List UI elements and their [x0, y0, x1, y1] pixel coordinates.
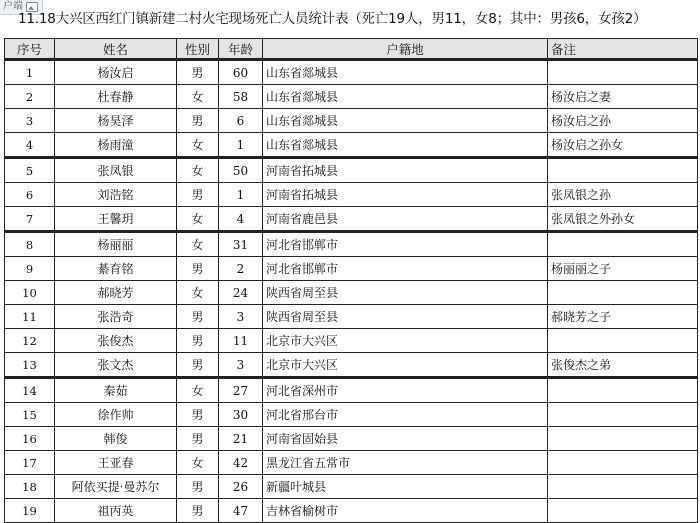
table-row — [5, 232, 698, 257]
cell-origin: 山东省郯城县 — [263, 133, 548, 158]
table-header-row — [5, 39, 698, 60]
cell-note — [548, 232, 698, 257]
table-row — [5, 403, 698, 427]
cell-origin: 陕西省周至县 — [263, 281, 548, 305]
table-row — [5, 329, 698, 353]
cell-note: 张俊杰之弟 — [548, 353, 698, 378]
cell-gender: 男 — [177, 403, 219, 427]
cell-seq: 6 — [5, 183, 55, 207]
cell-seq: 7 — [5, 207, 55, 232]
cell-name: 綦育铭 — [55, 257, 177, 281]
cell-note — [548, 281, 698, 305]
cell-age: 21 — [219, 427, 263, 451]
casualty-table — [4, 38, 698, 523]
cell-gender: 男 — [177, 183, 219, 207]
cell-seq: 1 — [5, 60, 55, 85]
table-row — [5, 378, 698, 403]
cell-origin: 河北省邢台市 — [263, 403, 548, 427]
header-name: 姓名 — [55, 39, 177, 60]
table-row — [5, 499, 698, 523]
cell-origin: 北京市大兴区 — [263, 353, 548, 378]
cell-note: 张凤银之外孙女 — [548, 207, 698, 232]
header-seq: 序号 — [5, 39, 55, 60]
cell-gender: 女 — [177, 133, 219, 158]
cell-seq: 16 — [5, 427, 55, 451]
cell-name: 杨雨潼 — [55, 133, 177, 158]
cell-age: 26 — [219, 475, 263, 499]
cell-seq: 2 — [5, 85, 55, 109]
cell-note — [548, 451, 698, 475]
cell-note — [548, 427, 698, 451]
cell-age: 11 — [219, 329, 263, 353]
cell-age: 50 — [219, 158, 263, 183]
cell-age: 42 — [219, 451, 263, 475]
cell-gender: 女 — [177, 85, 219, 109]
cell-seq: 12 — [5, 329, 55, 353]
cell-gender: 男 — [177, 329, 219, 353]
table-row — [5, 158, 698, 183]
header-age: 年龄 — [219, 39, 263, 60]
cell-gender: 女 — [177, 207, 219, 232]
header-origin: 户籍地 — [263, 39, 548, 60]
cell-age: 31 — [219, 232, 263, 257]
cell-origin: 黑龙江省五常市 — [263, 451, 548, 475]
cell-seq: 19 — [5, 499, 55, 523]
cell-origin: 吉林省榆树市 — [263, 499, 548, 523]
cell-seq: 9 — [5, 257, 55, 281]
cell-note — [548, 60, 698, 85]
cell-origin: 新疆叶城县 — [263, 475, 548, 499]
cell-origin: 河南省鹿邑县 — [263, 207, 548, 232]
document-title: 11.18大兴区西红门镇新建二村火宅现场死亡人员统计表（死亡19人，男11，女8；其中：男孩6，女孩2） — [18, 11, 647, 27]
cell-note — [548, 158, 698, 183]
cell-seq: 11 — [5, 305, 55, 329]
cell-note — [548, 475, 698, 499]
table-row — [5, 281, 698, 305]
cell-age: 27 — [219, 378, 263, 403]
cell-name: 张浩奇 — [55, 305, 177, 329]
cell-age: 3 — [219, 305, 263, 329]
cell-origin: 河北省邯郸市 — [263, 232, 548, 257]
table-row — [5, 109, 698, 133]
cell-note: 杨汝启之孙女 — [548, 133, 698, 158]
cell-name: 王亚春 — [55, 451, 177, 475]
table-row — [5, 207, 698, 232]
cell-age: 60 — [219, 60, 263, 85]
cell-origin: 北京市大兴区 — [263, 329, 548, 353]
header-gender: 性别 — [177, 39, 219, 60]
cell-note — [548, 499, 698, 523]
cell-gender: 女 — [177, 158, 219, 183]
cell-seq: 8 — [5, 232, 55, 257]
table-row — [5, 60, 698, 85]
cell-age: 24 — [219, 281, 263, 305]
cell-age: 30 — [219, 403, 263, 427]
cell-gender: 男 — [177, 305, 219, 329]
cell-name: 张凤银 — [55, 158, 177, 183]
cell-note — [548, 378, 698, 403]
table-row — [5, 475, 698, 499]
cell-note: 杨汝启之妻 — [548, 85, 698, 109]
cell-name: 郝晓芳 — [55, 281, 177, 305]
cell-name: 张俊杰 — [55, 329, 177, 353]
cell-name: 王馨玥 — [55, 207, 177, 232]
corner-tag-label: 户端 — [3, 1, 23, 12]
cell-age: 4 — [219, 207, 263, 232]
cell-gender: 女 — [177, 232, 219, 257]
cell-gender: 男 — [177, 257, 219, 281]
cell-seq: 4 — [5, 133, 55, 158]
table-row — [5, 451, 698, 475]
cell-name: 杜春静 — [55, 85, 177, 109]
cell-seq: 15 — [5, 403, 55, 427]
cell-seq: 17 — [5, 451, 55, 475]
cell-age: 58 — [219, 85, 263, 109]
cell-age: 3 — [219, 353, 263, 378]
cell-origin: 山东省郯城县 — [263, 109, 548, 133]
cell-seq: 18 — [5, 475, 55, 499]
cell-age: 6 — [219, 109, 263, 133]
cell-gender: 女 — [177, 451, 219, 475]
cell-age: 2 — [219, 257, 263, 281]
cell-seq: 14 — [5, 378, 55, 403]
cell-origin: 陕西省周至县 — [263, 305, 548, 329]
cell-origin: 河北省深州市 — [263, 378, 548, 403]
table-row — [5, 183, 698, 207]
cell-name: 张文杰 — [55, 353, 177, 378]
cell-origin: 河南省固始县 — [263, 427, 548, 451]
cell-name: 祖丙英 — [55, 499, 177, 523]
cell-origin: 河南省拓城县 — [263, 158, 548, 183]
cell-gender: 男 — [177, 353, 219, 378]
cell-note: 张凤银之孙 — [548, 183, 698, 207]
cell-origin: 河南省拓城县 — [263, 183, 548, 207]
cell-note — [548, 403, 698, 427]
cell-gender: 女 — [177, 281, 219, 305]
cell-gender: 男 — [177, 475, 219, 499]
cell-gender: 男 — [177, 427, 219, 451]
cell-gender: 男 — [177, 499, 219, 523]
cell-gender: 女 — [177, 378, 219, 403]
table-row — [5, 353, 698, 378]
cell-seq: 3 — [5, 109, 55, 133]
table-row — [5, 257, 698, 281]
cell-age: 47 — [219, 499, 263, 523]
cell-age: 1 — [219, 183, 263, 207]
cell-name: 阿依买提·曼苏尔 — [55, 475, 177, 499]
cell-note: 杨丽丽之子 — [548, 257, 698, 281]
cell-age: 1 — [219, 133, 263, 158]
cell-seq: 10 — [5, 281, 55, 305]
cell-name: 韩俊 — [55, 427, 177, 451]
cell-origin: 山东省郯城县 — [263, 85, 548, 109]
table-row — [5, 85, 698, 109]
cell-name: 杨汝启 — [55, 60, 177, 85]
table-row — [5, 305, 698, 329]
cell-seq: 13 — [5, 353, 55, 378]
cell-note: 郝晓芳之子 — [548, 305, 698, 329]
cell-name: 杨丽丽 — [55, 232, 177, 257]
cell-name: 秦茹 — [55, 378, 177, 403]
cell-seq: 5 — [5, 158, 55, 183]
cell-name: 刘浩铭 — [55, 183, 177, 207]
table-row — [5, 133, 698, 158]
cell-gender: 男 — [177, 60, 219, 85]
cell-note: 杨汝启之孙 — [548, 109, 698, 133]
cell-name: 杨昊泽 — [55, 109, 177, 133]
cell-origin: 山东省郯城县 — [263, 60, 548, 85]
header-note: 备注 — [548, 39, 698, 60]
cell-gender: 男 — [177, 109, 219, 133]
cell-name: 徐作帅 — [55, 403, 177, 427]
cell-note — [548, 329, 698, 353]
cell-origin: 河北省邯郸市 — [263, 257, 548, 281]
table-row — [5, 427, 698, 451]
